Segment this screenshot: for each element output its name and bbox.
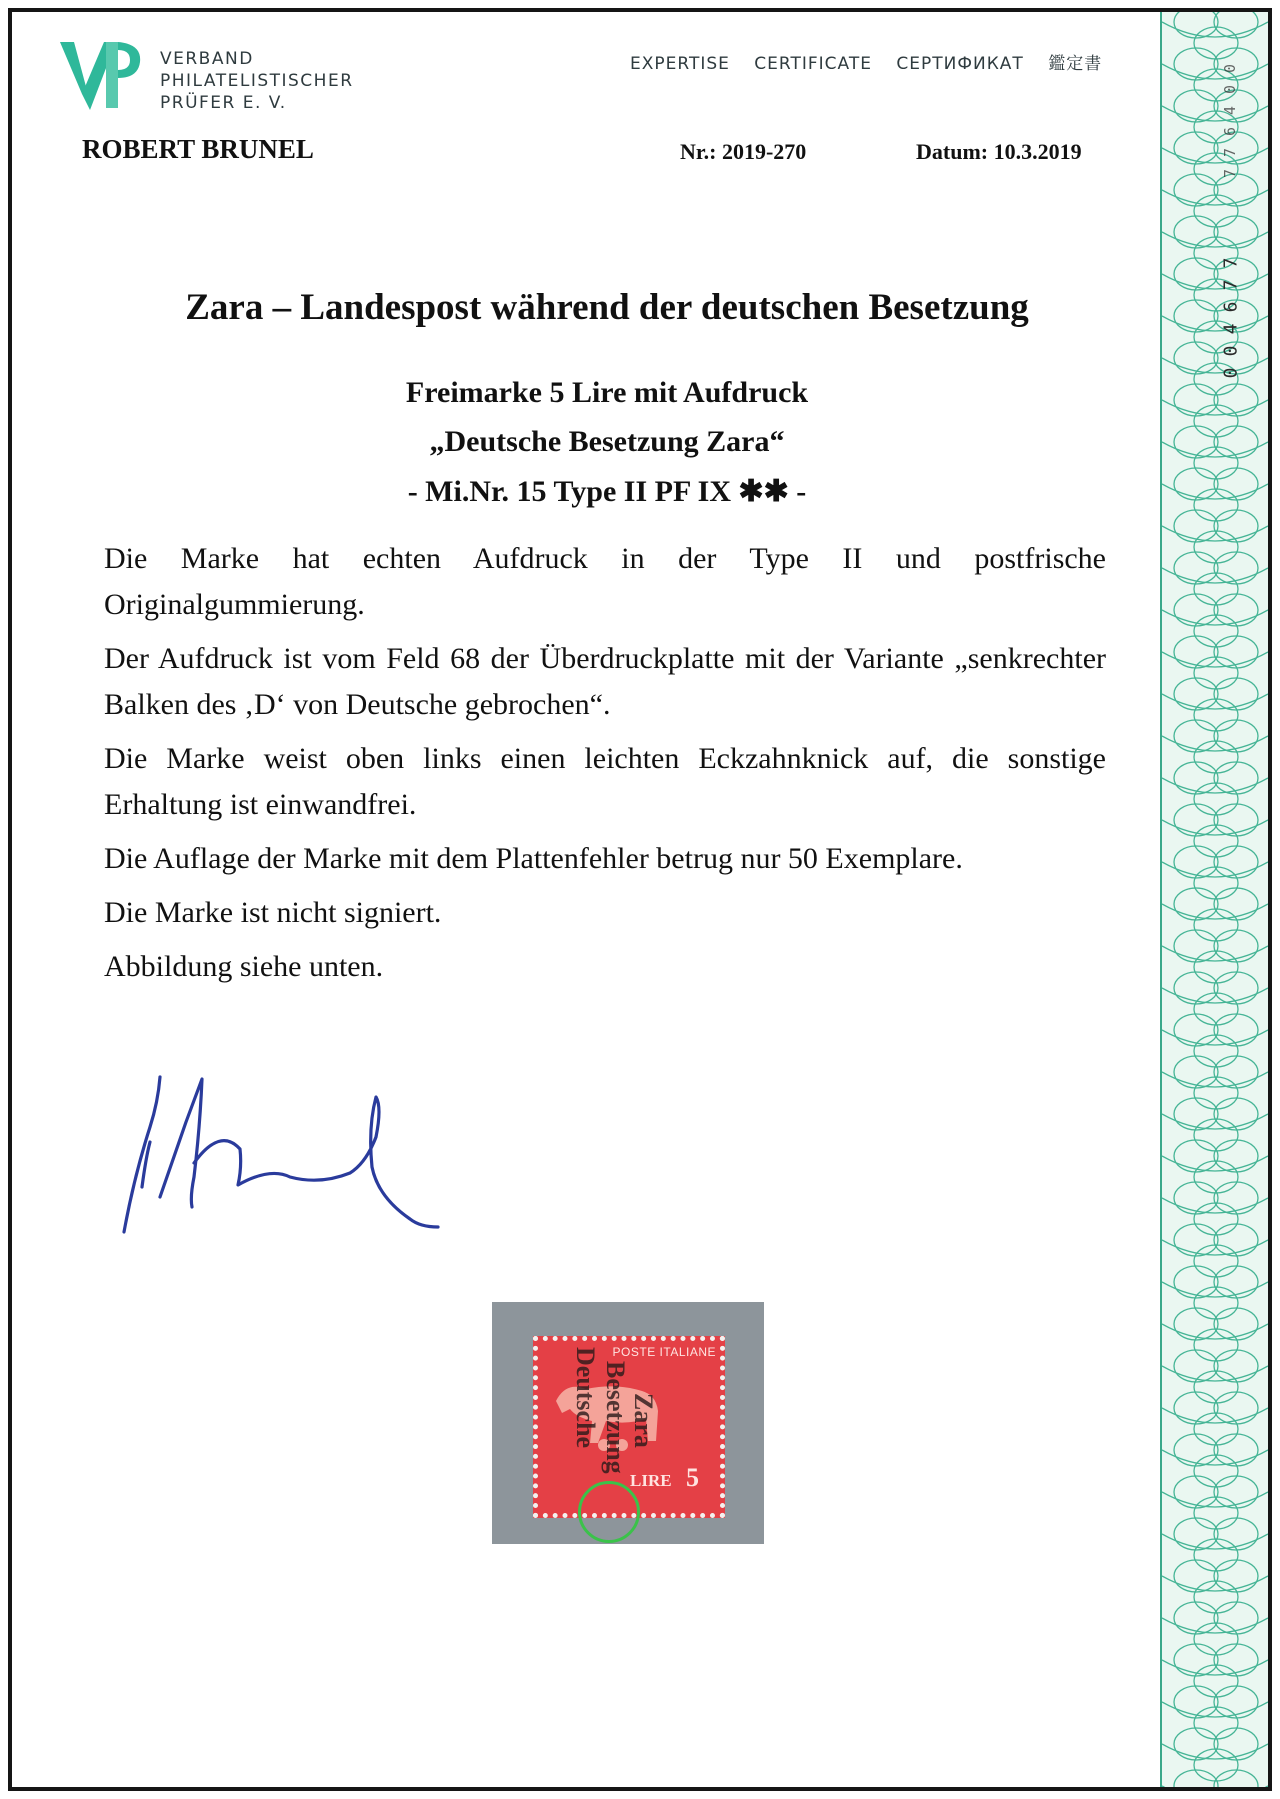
guilloche-border bbox=[1160, 12, 1268, 1787]
overprint-line: Zara bbox=[629, 1393, 658, 1448]
serial-digit: 0 bbox=[1220, 345, 1241, 357]
serial-digit: 7 bbox=[1220, 279, 1241, 291]
association-line: PHILATELISTISCHER bbox=[160, 71, 354, 91]
overprint bbox=[538, 1341, 720, 1513]
subtitle-line-3: - Mi.Nr. 15 Type II PF IX ✱✱ - bbox=[407, 475, 807, 508]
handwritten-signature bbox=[120, 1067, 450, 1237]
serial-number-side bbox=[1220, 252, 1242, 384]
certificate-labels bbox=[630, 49, 1120, 74]
certificate-title: Zara – Landespost während der deutschen Besetzung bbox=[185, 287, 1029, 328]
serial-digit: 6 bbox=[1220, 301, 1241, 313]
label-certificate: CERTIFICATE bbox=[754, 54, 872, 74]
certificate-date: Datum: 10.3.2019 bbox=[916, 139, 1082, 164]
association-line: VERBAND bbox=[160, 49, 254, 69]
label-kanteisho: 鑑定書 bbox=[1048, 54, 1103, 74]
paragraph: Abbildung siehe unten. bbox=[104, 950, 384, 983]
serial-digit: 4 bbox=[1221, 105, 1240, 116]
stamp-denomination: 5 bbox=[686, 1463, 699, 1492]
label-sertifikat: СЕРТИФИКАТ bbox=[896, 54, 1024, 74]
stamp-denomination-word: LIRE bbox=[630, 1471, 672, 1490]
serial-digit: 6 bbox=[1221, 126, 1240, 137]
subtitle-line-2: „Deutsche Besetzung Zara“ bbox=[429, 425, 785, 458]
paragraph: Die Marke hat echten Aufdruck in der Type II und postfrische Originalgummierung. bbox=[104, 542, 1106, 621]
label-expertise: EXPERTISE bbox=[630, 54, 730, 74]
paragraph: Die Marke ist nicht signiert. bbox=[104, 896, 442, 929]
paragraph: Die Marke weist oben links einen leichten Eckzahnknick auf, die sonstige Erhaltung ist einwandfrei. bbox=[104, 742, 1106, 821]
serial-number-top bbox=[1220, 60, 1242, 182]
stamp-photo bbox=[492, 1302, 764, 1544]
stamp-header-text: POSTE ITALIANE bbox=[612, 1345, 716, 1359]
subtitle-line-1: Freimarke 5 Lire mit Aufdruck bbox=[405, 376, 809, 409]
vp-logo-icon bbox=[60, 42, 142, 112]
paragraph: Die Auflage der Marke mit dem Plattenfehler betrug nur 50 Exemplare. bbox=[104, 842, 963, 875]
serial-digit: 7 bbox=[1221, 168, 1240, 179]
guilloche-pattern-icon bbox=[1162, 12, 1268, 1787]
overprint-line: Deutsche bbox=[571, 1347, 600, 1449]
serial-digit: 0 bbox=[1221, 63, 1240, 74]
serial-digit: 0 bbox=[1220, 367, 1241, 379]
association-line: PRÜFER E. V. bbox=[160, 93, 287, 113]
highlight-ring bbox=[578, 1481, 640, 1543]
examiner-name: ROBERT BRUNEL bbox=[82, 134, 314, 164]
stamp-image bbox=[533, 1336, 725, 1518]
certificate-number: Nr.: 2019-270 bbox=[680, 139, 807, 164]
serial-digit: 7 bbox=[1220, 257, 1241, 269]
serial-digit: 0 bbox=[1221, 84, 1240, 95]
certificate-page bbox=[8, 8, 1272, 1791]
association-name bbox=[160, 48, 354, 114]
serial-digit: 7 bbox=[1221, 147, 1240, 158]
certificate-body bbox=[104, 536, 1106, 998]
serial-digit: 4 bbox=[1220, 323, 1241, 335]
overprint-line: Besetzung bbox=[601, 1361, 630, 1474]
paragraph: Der Aufdruck ist vom Feld 68 der Überdruckplatte mit der Variante „senkrechter Balken des ‚D‘ von Deutsche gebrochen“. bbox=[104, 642, 1106, 721]
